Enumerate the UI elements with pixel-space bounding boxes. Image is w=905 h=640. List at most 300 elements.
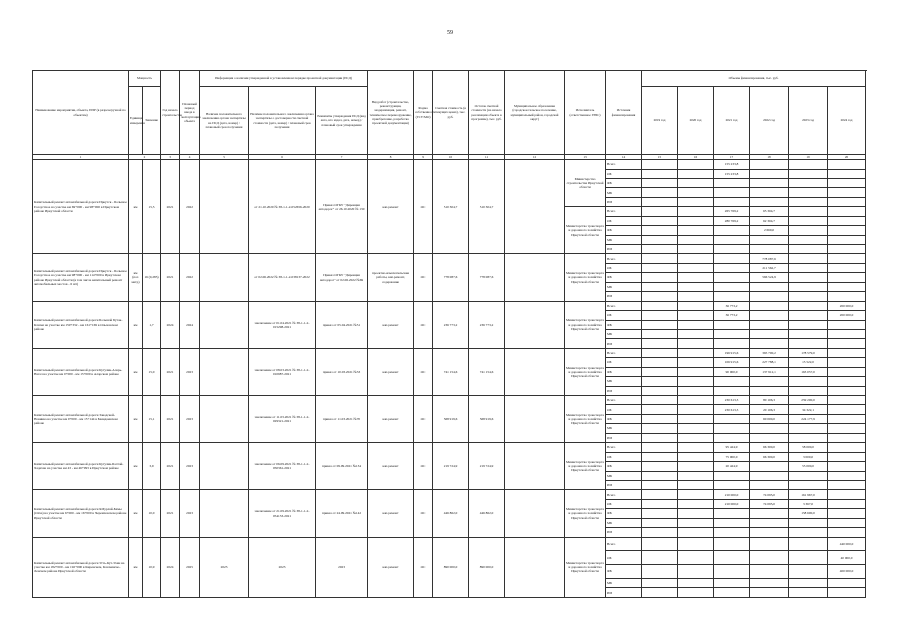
start-year: 2021: [161, 443, 180, 490]
ownership: ОС: [414, 301, 433, 348]
funding-amount: [642, 235, 678, 244]
funding-source: ОБ: [606, 405, 642, 414]
funding-amount: [828, 216, 866, 225]
funding-amount: [789, 311, 828, 320]
funding-amount: [642, 245, 678, 254]
funding-amount: 36 773,2: [714, 301, 750, 310]
funding-amount: [789, 292, 828, 301]
plan-year: 2024: [180, 301, 200, 348]
funding-amount: [642, 588, 678, 598]
funding-amount: [678, 518, 714, 527]
funding-source: Всего: [606, 348, 642, 357]
funding-amount: 566 524,9: [750, 273, 789, 282]
funding-source: Всего: [606, 537, 642, 551]
funding-amount: [678, 188, 714, 197]
funding-amount: [789, 216, 828, 225]
funding-amount: [642, 433, 678, 442]
funding-amount: 200 000,0: [828, 301, 866, 310]
psd-approval: Приказ ОГКУ "Дирекция автодорог" от 26.10.2020 № 130: [316, 160, 368, 254]
funding-source: Всего: [606, 443, 642, 452]
remaining-cost: 741 154,6: [469, 348, 505, 395]
header-work-type: Вид работ (строительство, реконструкция, модернизация, ремонт, техническое перевооружение, приобретение, разработка проектной документации): [368, 71, 414, 155]
funding-amount: [750, 579, 789, 588]
funding-amount: [714, 518, 750, 527]
municipality: [505, 443, 565, 490]
funding-amount: [642, 188, 678, 197]
funding-amount: [714, 329, 750, 338]
executor: Министерство транспорта и дорожного хозяйства Иркутской области: [565, 348, 606, 395]
funding-amount: [678, 160, 714, 169]
funding-amount: 58 000,0: [789, 443, 828, 452]
plan-year: 2023: [180, 348, 200, 395]
funding-amount: [828, 509, 866, 518]
funding-amount: [714, 588, 750, 598]
funding-amount: [642, 301, 678, 310]
header-object: Наименование мероприятия, объекта, ППР (в разрезе/ручной по объектам): [33, 71, 129, 155]
funding-amount: [642, 367, 678, 376]
funding-amount: [678, 263, 714, 272]
funding-amount: 2 669,0: [750, 226, 789, 235]
psd-approval: Приказ ОГКУ "Дирекция автодорог" от 02.06.2022 №69: [316, 254, 368, 301]
funding-amount: [828, 207, 866, 216]
funding-amount: 34 322,1: [789, 405, 828, 414]
column-number: 19: [789, 155, 828, 160]
plan-year: 2023: [180, 396, 200, 443]
funding-amount: [828, 433, 866, 442]
funding-amount: [642, 528, 678, 537]
column-number: 2: [129, 155, 161, 160]
object-name: Капитальный ремонт автомобильной дороги Усть-Кут-Уоян на участке км 182+000 - км 192+000 в Киренском, Казачинско-Ленском районе Иркутской области: [33, 537, 129, 597]
funding-amount: [714, 235, 750, 244]
funding-amount: [750, 339, 789, 348]
start-year: 2024: [161, 301, 180, 348]
funding-source: ОБ: [606, 216, 642, 225]
funding-amount: [789, 377, 828, 386]
funding-amount: [678, 405, 714, 414]
funding-amount: [714, 320, 750, 329]
column-number: 18: [750, 155, 789, 160]
funding-amount: [678, 396, 714, 405]
funding-amount: [828, 405, 866, 414]
funding-amount: 3 000,0: [789, 452, 828, 461]
column-number: 5: [200, 155, 249, 160]
funding-amount: [714, 377, 750, 386]
column-number: 15: [642, 155, 678, 160]
header-remaining: Остаток сметной стоимости (на начало реализации объекта в программе), тыс. руб.: [469, 71, 505, 155]
estimated-cost: 568 919,6: [433, 396, 469, 443]
funding-amount: [642, 452, 678, 461]
funding-amount: [678, 588, 714, 598]
header-unit: Единица измерения: [129, 87, 143, 155]
funding-amount: [789, 339, 828, 348]
funding-amount: [750, 551, 789, 565]
funding-source: ОБ: [606, 551, 642, 565]
funding-amount: 259 200,0: [789, 396, 828, 405]
funding-amount: [789, 160, 828, 169]
funding-source: ФБ: [606, 565, 642, 579]
header-psd-group: Информация о наличии утвержденной в установленном порядке проектной документации (ПСД): [200, 71, 368, 87]
funding-amount: [714, 528, 750, 537]
funding-amount: [678, 348, 714, 357]
funding-amount: [678, 216, 714, 225]
header-plan-year: Плановый период ввода в эксплуатацию объекта: [180, 71, 200, 155]
column-number: 7: [316, 155, 368, 160]
funding-amount: [678, 480, 714, 489]
funding-amount: 20 106,3: [750, 405, 789, 414]
psd-reliability: заключение от 01.04.2021 № 38-1-1-2-015298-2021: [249, 301, 316, 348]
table-row: [33, 301, 866, 310]
funding-amount: 95 424,9: [714, 443, 750, 452]
funding-amount: [750, 282, 789, 291]
funding-amount: [678, 452, 714, 461]
ownership: ОС: [414, 396, 433, 443]
object-name: Капитальный ремонт автомобильной дороги Заводской-Новинка на участке км 0+000 - км 15+144 в Баяндаевском районе: [33, 396, 129, 443]
funding-amount: [642, 263, 678, 272]
funding-amount: [642, 169, 678, 178]
header-year: 2023 год: [789, 87, 828, 155]
funding-amount: [642, 490, 678, 499]
column-number: 8: [368, 155, 414, 160]
funding-amount: [828, 160, 866, 169]
funding-amount: [642, 292, 678, 301]
funding-amount: [828, 414, 866, 423]
funding-amount: [789, 537, 828, 551]
object-name: Капитальный ремонт автомобильной дороги Иркутск - Большое Голоустное на участке км 98+000 - км 114+000 в Иркутском районе Иркутской области (в том числе капитальный ремонт автомобильных мостов - 6 шт): [33, 254, 129, 301]
funding-amount: [789, 320, 828, 329]
funding-amount: [642, 480, 678, 489]
psd-approval: приказ от 24.09.2021 №142: [316, 490, 368, 537]
funding-amount: [714, 197, 750, 206]
funding-amount: [714, 188, 750, 197]
object-name: Капитальный ремонт автомобильной дороги Большой Бутак-Ключи на участке км 159+332 - км 161+169 в Ольхонском районе: [33, 301, 129, 348]
funding-amount: [789, 254, 828, 263]
funding-amount: [678, 207, 714, 216]
table-row: [33, 490, 866, 499]
funding-amount: [714, 254, 750, 263]
capacity-value: 1,7: [143, 301, 161, 348]
funding-amount: [828, 254, 866, 263]
capacity-unit: км: [129, 537, 143, 597]
funding-amount: 224 177,9: [789, 414, 828, 423]
funding-amount: [714, 414, 750, 423]
funding-amount: 211 562,7: [750, 263, 789, 272]
funding-source: Всего: [606, 396, 642, 405]
funding-source: ИИ: [606, 386, 642, 395]
executor: Министерство строительства Иркутской области: [565, 160, 606, 207]
funding-amount: [678, 320, 714, 329]
column-number: 9: [414, 155, 433, 160]
funding-amount: [678, 254, 714, 263]
remaining-cost: 446 862,0: [469, 490, 505, 537]
funding-amount: [828, 424, 866, 433]
funding-amount: [714, 178, 750, 187]
funding-amount: [714, 471, 750, 480]
psd-expertise: [200, 396, 249, 443]
funding-amount: [642, 537, 678, 551]
psd-expertise: [200, 160, 249, 254]
psd-reliability: от 02.06.2022 № 38-1-1-2-038137-2022: [249, 254, 316, 301]
funding-amount: [642, 518, 678, 527]
estimated-cost: 890 000,0: [433, 537, 469, 597]
funding-amount: 106 915,6: [714, 358, 750, 367]
funding-amount: [828, 348, 866, 357]
psd-reliability: заключение от 21.09.2021 № 38-1-1-2-054133-2021: [249, 490, 316, 537]
funding-amount: [714, 565, 750, 579]
column-number: 11: [469, 155, 505, 160]
funding-source: ФБ: [606, 367, 642, 376]
header-funding: Объемы финансирования, тыс. руб.: [642, 71, 866, 87]
funding-amount: [642, 282, 678, 291]
funding-amount: 778 087,6: [750, 254, 789, 263]
funding-source: МБ: [606, 188, 642, 197]
funding-amount: [789, 565, 828, 579]
funding-amount: [678, 424, 714, 433]
header-psd-reliability: Наличие положительного заключения органа экспертизы о достоверности сметной стоимости (дата, номер) / плановый срок получения: [249, 87, 316, 155]
funding-amount: 65 304,7: [750, 207, 789, 216]
funding-amount: [789, 197, 828, 206]
funding-amount: [789, 235, 828, 244]
funding-amount: 158 600,0: [789, 509, 828, 518]
funding-amount: 20 424,9: [714, 462, 750, 471]
capacity-value: 10,9: [143, 537, 161, 597]
capacity-value: 3,9: [143, 443, 161, 490]
funding-amount: [750, 565, 789, 579]
funding-amount: [714, 263, 750, 272]
funding-amount: [750, 292, 789, 301]
funding-source: ОБ: [606, 311, 642, 320]
funding-amount: 74 095,0: [750, 499, 789, 508]
funding-amount: 36 773,2: [714, 311, 750, 320]
funding-source: МБ: [606, 471, 642, 480]
funding-amount: [678, 537, 714, 551]
funding-amount: [678, 169, 714, 178]
funding-amount: [828, 518, 866, 527]
funding-amount: [828, 320, 866, 329]
executor: Министерство транспорта и дорожного хозяйства Иркутской области: [565, 301, 606, 348]
funding-amount: 265 769,2: [714, 207, 750, 216]
funding-source: Всего: [606, 301, 642, 310]
funding-amount: [828, 579, 866, 588]
funding-amount: [789, 207, 828, 216]
funding-amount: [828, 480, 866, 489]
funding-amount: [642, 216, 678, 225]
funding-amount: [714, 226, 750, 235]
funding-amount: [750, 471, 789, 480]
table-row: [33, 160, 866, 169]
funding-amount: [642, 226, 678, 235]
header-source: Источник финансирования: [606, 71, 642, 155]
psd-approval: 2023: [316, 537, 368, 597]
funding-amount: [642, 386, 678, 395]
funding-amount: [789, 424, 828, 433]
psd-approval: приказ от 09.09.2021 №134: [316, 443, 368, 490]
funding-amount: [678, 282, 714, 291]
funding-amount: [789, 226, 828, 235]
column-number: 6: [249, 155, 316, 160]
ownership: ОС: [414, 443, 433, 490]
funding-amount: [642, 565, 678, 579]
funding-amount: [678, 301, 714, 310]
funding-amount: [750, 462, 789, 471]
remaining-cost: 568 919,6: [469, 396, 505, 443]
funding-amount: [828, 273, 866, 282]
capacity-unit: км: [129, 301, 143, 348]
table-row: [33, 443, 866, 452]
funding-source: ИИ: [606, 433, 642, 442]
start-year: 2021: [161, 396, 180, 443]
funding-amount: [828, 396, 866, 405]
funding-source: МБ: [606, 424, 642, 433]
funding-amount: [714, 339, 750, 348]
object-name: Капитальный ремонт автомобильной дороги Я.Бурлай-Бамы (Олха) на участке км 6+000 - км 16+000 в Черемховском районе Иркутской области: [33, 490, 129, 537]
funding-amount: [714, 433, 750, 442]
funding-amount: [750, 311, 789, 320]
municipality: [505, 537, 565, 597]
remaining-cost: 236 773,2: [469, 301, 505, 348]
header-year: 2020 год: [678, 87, 714, 155]
funding-amount: [828, 263, 866, 272]
funding-amount: [789, 528, 828, 537]
funding-source: МБ: [606, 282, 642, 291]
funding-amount: [828, 462, 866, 471]
funding-amount: [678, 178, 714, 187]
funding-amount: [678, 197, 714, 206]
funding-amount: [750, 518, 789, 527]
funding-source: Всего: [606, 160, 642, 169]
municipality: [505, 348, 565, 395]
funding-amount: [678, 565, 714, 579]
funding-amount: [750, 377, 789, 386]
funding-source: ФБ: [606, 414, 642, 423]
capacity-unit: км: [129, 160, 143, 254]
funding-source: ИИ: [606, 197, 642, 206]
funding-amount: [714, 273, 750, 282]
funding-amount: [714, 579, 750, 588]
ownership: ОС: [414, 490, 433, 537]
funding-amount: 155 233,8: [714, 169, 750, 178]
funding-amount: [678, 377, 714, 386]
work-type: проектно-изыскательские работы, кап.ремонт, содержание: [368, 254, 414, 301]
funding-amount: 75 000,0: [714, 452, 750, 461]
psd-reliability: от 21.10.2020 № 38-1-1-2-052656-2020: [249, 160, 316, 254]
capacity-unit: км: [129, 490, 143, 537]
funding-amount: [642, 509, 678, 518]
funding-amount: [678, 509, 714, 518]
funding-amount: [789, 588, 828, 598]
header-cost: Сметная стоимость (в текущих ценах), тыс. руб.: [433, 71, 469, 155]
estimated-cost: 236 773,2: [433, 301, 469, 348]
funding-amount: [750, 188, 789, 197]
ownership: ОС: [414, 254, 433, 301]
funding-amount: [828, 329, 866, 338]
object-name: Капитальный ремонт автомобильной дороги Кутулик-Аларь-Нагал на участке км 0+000 - км 15+000 в Аларском районе: [33, 348, 129, 395]
header-year: 2024 год: [828, 87, 866, 155]
funding-amount: 155 233,8: [714, 160, 750, 169]
funding-amount: [642, 197, 678, 206]
header-capacity: Мощность: [129, 71, 161, 87]
funding-source: ИИ: [606, 528, 642, 537]
funding-source: ФБ: [606, 178, 642, 187]
capacity-unit: км (пог. метр): [129, 254, 143, 301]
table-row: [33, 254, 866, 263]
funding-source: Всего: [606, 254, 642, 263]
funding-amount: 62 304,7: [750, 216, 789, 225]
table-body: [33, 160, 866, 598]
funding-amount: [642, 311, 678, 320]
remaining-cost: 510 304,7: [469, 160, 505, 254]
municipality: [505, 254, 565, 301]
funding-amount: [714, 386, 750, 395]
funding-amount: [828, 443, 866, 452]
funding-amount: [642, 320, 678, 329]
funding-source: ФБ: [606, 462, 642, 471]
funding-amount: [750, 537, 789, 551]
funding-amount: [828, 197, 866, 206]
psd-approval: приказ от 05.04.2021 №51: [316, 301, 368, 348]
psd-expertise: [200, 254, 249, 301]
funding-amount: [642, 462, 678, 471]
work-type: кап.ремонт: [368, 537, 414, 597]
funding-source: Всего: [606, 490, 642, 499]
funding-amount: 280 769,2: [714, 216, 750, 225]
funding-amount: [750, 235, 789, 244]
funding-amount: 161 967,0: [789, 490, 828, 499]
funding-source: ФБ: [606, 273, 642, 282]
header-value: Значение: [143, 87, 161, 155]
funding-amount: 365 700,2: [750, 348, 789, 357]
header-start-year: Год начала строительства: [161, 71, 180, 155]
funding-amount: [642, 424, 678, 433]
funding-source: Всего: [606, 207, 642, 216]
plan-year: 2022: [180, 160, 200, 254]
psd-reliability: 2023: [249, 537, 316, 597]
funding-amount: [828, 471, 866, 480]
municipality: [505, 490, 565, 537]
funding-amount: 90 000,0: [714, 367, 750, 376]
funding-amount: [828, 499, 866, 508]
funding-amount: [750, 528, 789, 537]
funding-amount: [789, 433, 828, 442]
municipality: [505, 396, 565, 443]
funding-amount: [789, 282, 828, 291]
funding-amount: [714, 282, 750, 291]
column-number: 3: [161, 155, 180, 160]
psd-reliability: заключение от 08.03.2021 № 38-1-1-2-010987-2021: [249, 348, 316, 395]
funding-amount: [642, 178, 678, 187]
funding-amount: [678, 329, 714, 338]
funding-amount: 196 915,6: [714, 348, 750, 357]
funding-amount: 15 522,0: [789, 358, 828, 367]
municipality: [505, 160, 565, 254]
header-year: 2022 год: [750, 87, 789, 155]
plan-year: 2022: [180, 254, 200, 301]
funding-source: ФБ: [606, 320, 642, 329]
funding-amount: [828, 178, 866, 187]
funding-amount: [714, 292, 750, 301]
funding-amount: [678, 433, 714, 442]
executor: Министерство транспорта и дорожного хозяйства Иркутской области: [565, 396, 606, 443]
funding-source: ИИ: [606, 339, 642, 348]
object-name: Капитальный ремонт автомобильной дороги Иркутск - Большое Голоустное на участке км 69+000 - км 98+000 в Иркутском районе Иркутской области: [33, 160, 129, 254]
remaining-cost: 890 000,0: [469, 537, 505, 597]
funding-amount: [642, 358, 678, 367]
funding-amount: 178 579,0: [789, 348, 828, 357]
header-executor: Исполнитель (ответственное ГРБС): [565, 71, 606, 155]
funding-amount: [678, 579, 714, 588]
funding-amount: [789, 188, 828, 197]
column-number: 17: [714, 155, 750, 160]
capacity-value: 15,1: [143, 396, 161, 443]
